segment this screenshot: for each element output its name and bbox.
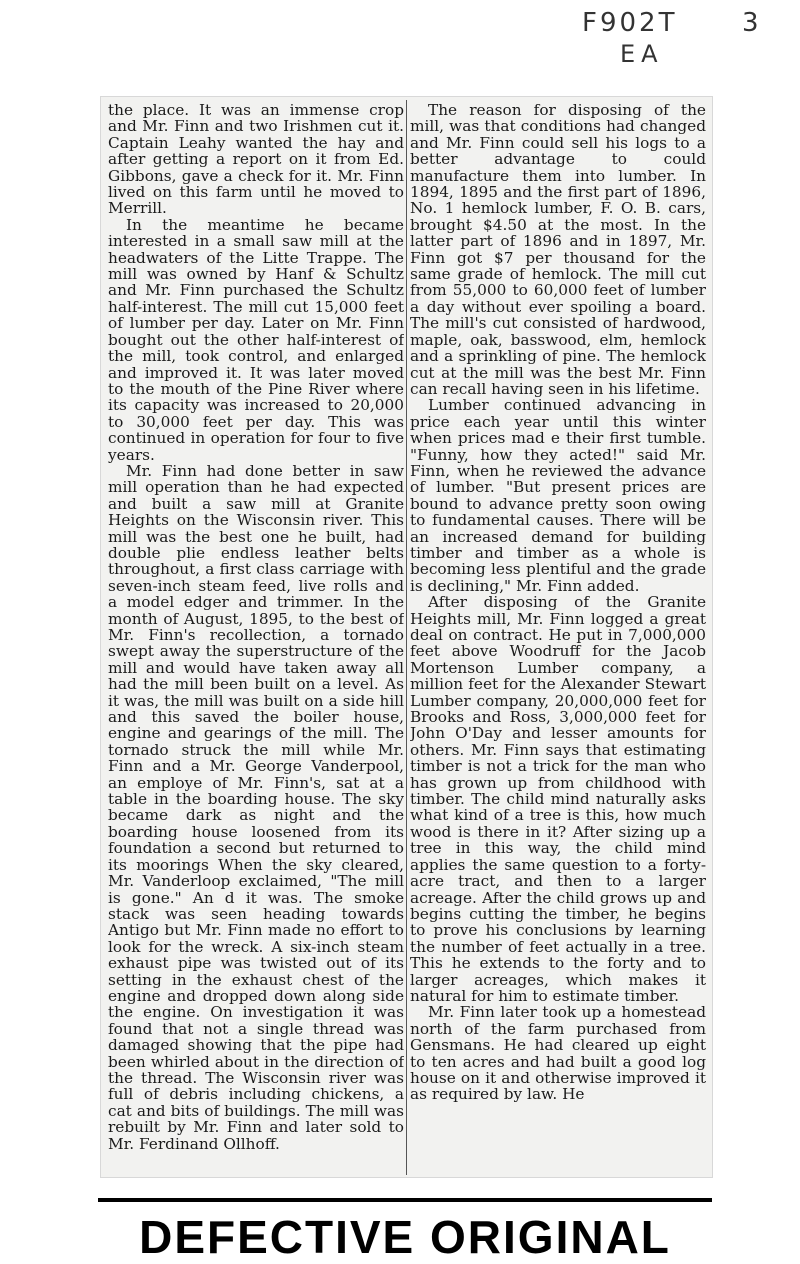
right-paragraph: Mr. Finn later took up a homestead north of the farm purchased from Gensmans. He had cleared up eight to ten acres and had built a good log house on it and otherwise improved it as required by law. He <box>410 1003 706 1104</box>
left-paragraph: the place. It was an immense crop and Mr. Finn and two Irishmen cut it. Captain Leahy wanted the hay and after getting a report on it from Ed. Gibbons, gave a check for it. Mr. Finn lived on this farm until he moved to Merrill. <box>108 102 404 218</box>
catalog-code-suffix-annotation: EA <box>620 40 664 68</box>
left-column <box>108 102 404 1176</box>
left-paragraph: Mr. Finn had done better in saw mill operation than he had expected and built a saw mill at Granite Heights on the Wisconsin river. This mill was the best one he built, had double plie endless leather belts throughout, a first class carriage with seven-inch steam feed, live rolls and a model edger and trimmer. In the month of August, 1895, to the best of Mr. Finn's recollection, a tornado swept away the superstructure of the mill and would have taken away all had the mill been built on a level. As it was, the mill was built on a side hill and this saved the boiler house, engine and gearings of the mill. The tornado struck the mill while Mr. Finn and a Mr. George Vanderpool, an employe of Mr. Finn's, sat at a table in the boarding house. The sky became dark as night and the boarding house loosened from its foundation a second but returned to its moorings When the sky cleared, Mr. Vanderloop exclaimed, "The mill is gone." An d it was. The smoke stack was seen heading towards Antigo but Mr. Finn made no effort to look for the wreck. A six-inch steam exhaust pipe was twisted out of its setting in the exhaust chest of the engine and dropped down along side the engine. On investigation it was found that not a single thread was damaged showing that the pipe had been whirled about in the direction of the thread. The Wisconsin river was full of debris including chickens, a cat and bits of buildings. The mill was rebuilt by Mr. Finn and later sold to Mr. Ferdinand Ollhoff. <box>108 461 404 1153</box>
right-column <box>410 102 706 1176</box>
catalog-code-annotation: F902T <box>582 8 678 38</box>
left-paragraph: In the meantime he became interested in a small saw mill at the headwaters of the Litte Trappe. The mill was owned by Hanf & Schultz and Mr. Finn purchased the Schultz half-interest. The mill cut 15,000 feet of lumber per day. Later on Mr. Finn bought out the other half-interest of the mill, took control, and enlarged and improved it. It was later moved to the mouth of the Pine River where its capacity was increased to 20,000 to 30,000 feet per day. This was continued in operation for four to five years. <box>108 215 404 464</box>
page-number-annotation: 3 <box>742 8 762 38</box>
right-paragraph: The reason for disposing of the mill, was that conditions had changed and Mr. Finn could sell his logs to a better advantage to could manufacture them into lumber. In 1894, 1895 and the first part of 1896, No. 1 hemlock lumber, F. O. B. cars, brought $4.50 at the most. In the latter part of 1896 and in 1897, Mr. Finn got $7 per thousand for the same grade of hemlock. The mill cut from 55,000 to 60,000 feet of lumber a day without ever spoiling a board. The mill's cut consisted of hardwood, maple, oak, basswood, elm, hemlock and a sprinkling of pine. The hemlock cut at the mill was the best Mr. Finn can recall having seen in his lifetime. <box>410 102 706 398</box>
defective-original-banner <box>98 1198 712 1263</box>
right-paragraph: After disposing of the Granite Heights mill, Mr. Finn logged a great deal on contract. He put in 7,000,000 feet above Woodruff for the Jacob Mortenson Lumber company, a million feet for the Alexander Stewart Lumber company, 20,000,000 feet for Brooks and Ross, 3,000,000 feet for John O'Day and lesser amounts for others. Mr. Finn says that estimating timber is not a trick for the man who has grown up from childhood with timber. The child mind naturally asks what kind of a tree is this, how much wood is there in it? After sizing up a tree in this way, the child mind applies the same question to a forty-acre tract, and then to a larger acreage. After the child grows up and begins cutting the timber, he begins to prove his conclusions by learning the number of feet actually in a tree. This he extends to the forty and to larger acreages, which makes it natural for him to estimate timber. <box>410 593 706 1005</box>
banner-text: DEFECTIVE ORIGINAL <box>139 1211 671 1263</box>
right-paragraph: Lumber continued advancing in price each year until this winter when prices mad e their first tumble. "Funny, how they acted!" said Mr. Finn, when he reviewed the advance of lumber. "But present prices are bound to advance pretty soon owing to fundamental causes. There will be an increased demand for building timber and timber as a whole is becoming less plentiful and the grade is declining," Mr. Finn added. <box>410 396 706 595</box>
column-divider <box>406 100 407 1175</box>
